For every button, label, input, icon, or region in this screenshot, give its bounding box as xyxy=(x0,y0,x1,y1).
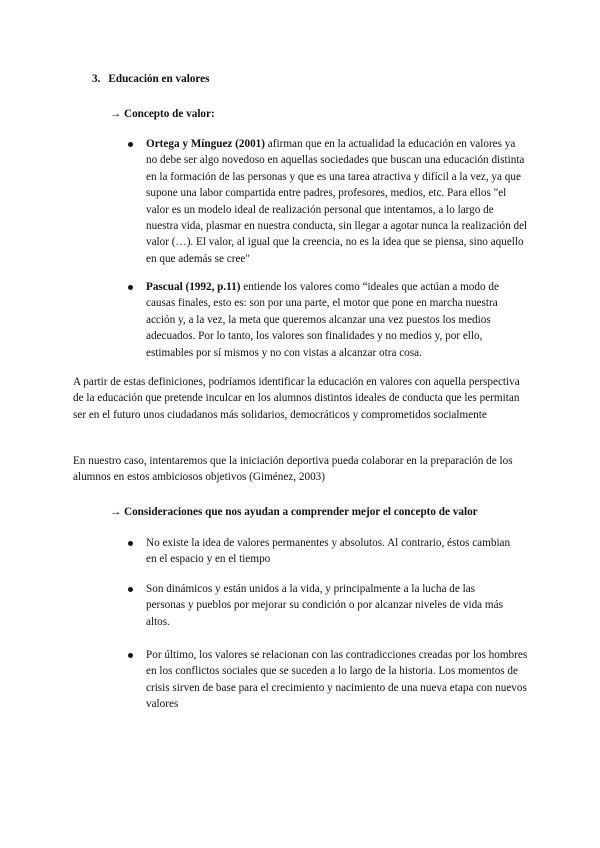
consideration-item: Son dinámicos y están unidos a la vida, y principalmente a la lucha de las personas y pueblos por mejorar su condición o por alcanzar niveles de vida más altos. xyxy=(146,583,503,628)
definition-text: afirman que en la actualidad la educación en valores ya no debe ser algo novedoso en aquellas sociedades que buscan una educación distinta en la formación de las personas y que es una tarea atractiva y difícil a la vez, ya que supone una labor compartida entre padres, profesores, medios, etc. Para ellos "el valor es un modelo ideal de realización personal que intentamos, a lo largo de nuestra vida, plasmar en nuestra conducta, sin llegar a agotar nunca la realización del valor (…). El valor, al igual que la creencia, no es la idea que se piensa, sino aquello en que además se cree" xyxy=(146,138,528,265)
section-title: Educación en valores xyxy=(108,73,210,85)
consideration-item: No existe la idea de valores permanentes y absolutos. Al contrario, éstos cambian en el espacio y en el tiempo xyxy=(146,537,511,566)
bullet-icon xyxy=(128,587,133,592)
section-heading xyxy=(92,71,210,87)
bullet-icon xyxy=(128,541,133,546)
considerations-heading: → Consideraciones que nos ayudan a comprender mejor el concepto de valor xyxy=(110,506,478,518)
definition-author: Ortega y Mínguez (2001) xyxy=(146,138,265,150)
definition-item xyxy=(146,136,528,267)
consideration-item: Por último, los valores se relacionan con las contradicciones creadas por los hombres en los conflictos sociales que se suceden a lo largo de la historia. Los momentos de crisis sirven de base para el crecimiento y nacimiento de una nueva etapa con nuevos valores xyxy=(146,649,528,711)
paragraph-our-case: En nuestro caso, intentaremos que la iniciación deportiva pueda colaborar en la preparación de los alumnos en estos ambiciosos objetivos (Giménez, 2003) xyxy=(73,455,513,484)
definition-text: entiende los valores como “ideales que actúan a modo de causas finales, esto es: son por una parte, el motor que pone en marcha nuestra acción y, a la vez, la meta que queremos alcanzar una vez puestos los medios adecuados. Por lo tanto, los valores son finalidades y no medios y, por ello, estimables por sí mismos y no con vistas a alcanzar otra cosa. xyxy=(146,281,499,359)
bullet-icon xyxy=(128,653,133,658)
bullet-icon xyxy=(128,142,133,147)
bullet-icon xyxy=(128,285,133,290)
concept-heading: → Concepto de valor: xyxy=(110,108,215,120)
definition-item xyxy=(146,279,528,361)
paragraph-definitions-summary: A partir de estas definiciones, podríamos identificar la educación en valores con aquella perspectiva de la educación que pretende inculcar en los alumnos distintos ideales de conducta que les permitan ser en el futuro unos ciudadanos más solidarios, democráticos y comprometidos socialmente xyxy=(73,376,520,421)
definition-author: Pascual (1992, p.11) xyxy=(146,281,241,293)
section-number: 3. xyxy=(92,73,101,85)
